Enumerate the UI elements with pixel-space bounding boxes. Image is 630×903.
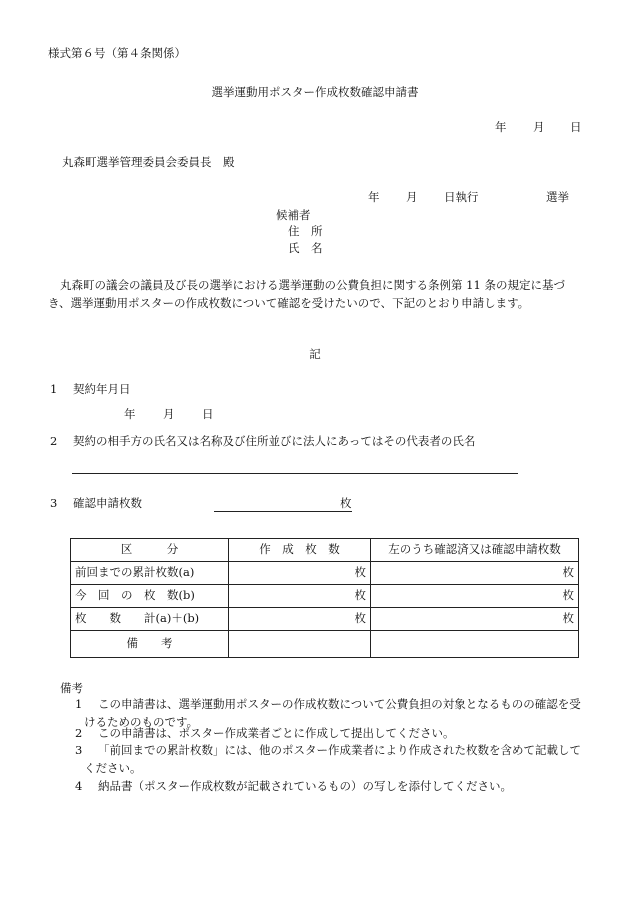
note-number: 2 — [75, 726, 83, 740]
note-number: 3 — [75, 743, 83, 757]
date-year: 年 — [495, 120, 507, 134]
confirmed-count-cell[interactable]: 枚 — [371, 585, 579, 608]
header-confirmed-count: 左のうち確認済又は確認申請枚数 — [371, 539, 579, 562]
candidate-name-label: 氏 名 — [288, 241, 323, 255]
note-text: この申請書は、ポスター作成業者ごとに作成して提出してください。 — [98, 726, 455, 740]
row-label: 備 考 — [71, 631, 229, 658]
item1-label: 契約年月日 — [73, 382, 131, 396]
notes-heading: 備考 — [60, 681, 83, 695]
created-count-cell[interactable]: 枚 — [229, 585, 371, 608]
row-label: 枚 数 計(a)＋(b) — [71, 608, 229, 631]
table-row — [71, 631, 579, 658]
request-count-field[interactable] — [214, 496, 352, 512]
count-table — [70, 538, 579, 658]
item3-unit: 枚 — [340, 496, 352, 510]
header-category: 区 分 — [71, 539, 229, 562]
note-number: 4 — [75, 779, 83, 793]
candidate-address-label: 住 所 — [288, 224, 323, 238]
election-day-exec: 日執行 — [444, 190, 479, 204]
table-row — [71, 562, 579, 585]
contractor-underline — [72, 473, 518, 474]
row-label: 今 回 の 枚 数(b) — [71, 585, 229, 608]
note-text: 納品書（ポスター作成枚数が記載されているもの）の写しを添付してください。 — [98, 779, 512, 793]
item1-day: 日 — [202, 407, 214, 421]
confirmed-count-cell[interactable]: 枚 — [371, 562, 579, 585]
created-count-cell[interactable]: 枚 — [229, 562, 371, 585]
note-number: 1 — [75, 697, 83, 711]
table-header-row — [71, 539, 579, 562]
form-number: 様式第６号（第４条関係） — [48, 46, 186, 60]
document-title: 選挙運動用ポスター作成枚数確認申請書 — [211, 85, 419, 99]
item1-year: 年 — [124, 407, 136, 421]
body-text: 丸森町の議会の議員及び長の選挙における選挙運動の公費負担に関する条例第 11 条の規定に基づき、選挙運動用ポスターの作成枚数について確認を受けたいので、下記のとおり申請します。 — [48, 278, 565, 310]
item2-label: 契約の相手方の氏名又は名称及び住所並びに法人にあってはその代表者の氏名 — [73, 434, 476, 448]
note-text: この申請書は、選挙運動用ポスターの作成枚数について公費負担の対象となるものの確認を受けるためのものです。 — [84, 697, 581, 729]
date-day: 日 — [570, 120, 582, 134]
ki-heading: 記 — [309, 347, 321, 361]
item3-number: 3 — [50, 496, 58, 510]
candidate-label: 候補者 — [276, 208, 311, 222]
item2-number: 2 — [50, 434, 58, 448]
item1-month: 月 — [163, 407, 175, 421]
row-label: 前回までの累計枚数(a) — [71, 562, 229, 585]
election-year: 年 — [368, 190, 380, 204]
created-count-cell[interactable]: 枚 — [229, 608, 371, 631]
note-text: 「前回までの累計枚数」には、他のポスター作成業者により作成された枚数を含めて記載してください。 — [84, 743, 581, 775]
table-row — [71, 608, 579, 631]
remarks-cell[interactable] — [229, 631, 371, 658]
item1-number: 1 — [50, 382, 58, 396]
item3-label: 確認申請枚数 — [73, 496, 142, 510]
confirmed-count-cell[interactable]: 枚 — [371, 608, 579, 631]
header-created-count: 作 成 枚 数 — [229, 539, 371, 562]
addressee: 丸森町選挙管理委員会委員長 殿 — [62, 155, 235, 169]
date-month: 月 — [533, 120, 545, 134]
election-month: 月 — [406, 190, 418, 204]
table-row — [71, 585, 579, 608]
election-label: 選挙 — [546, 190, 569, 204]
remarks-cell[interactable] — [371, 631, 579, 658]
